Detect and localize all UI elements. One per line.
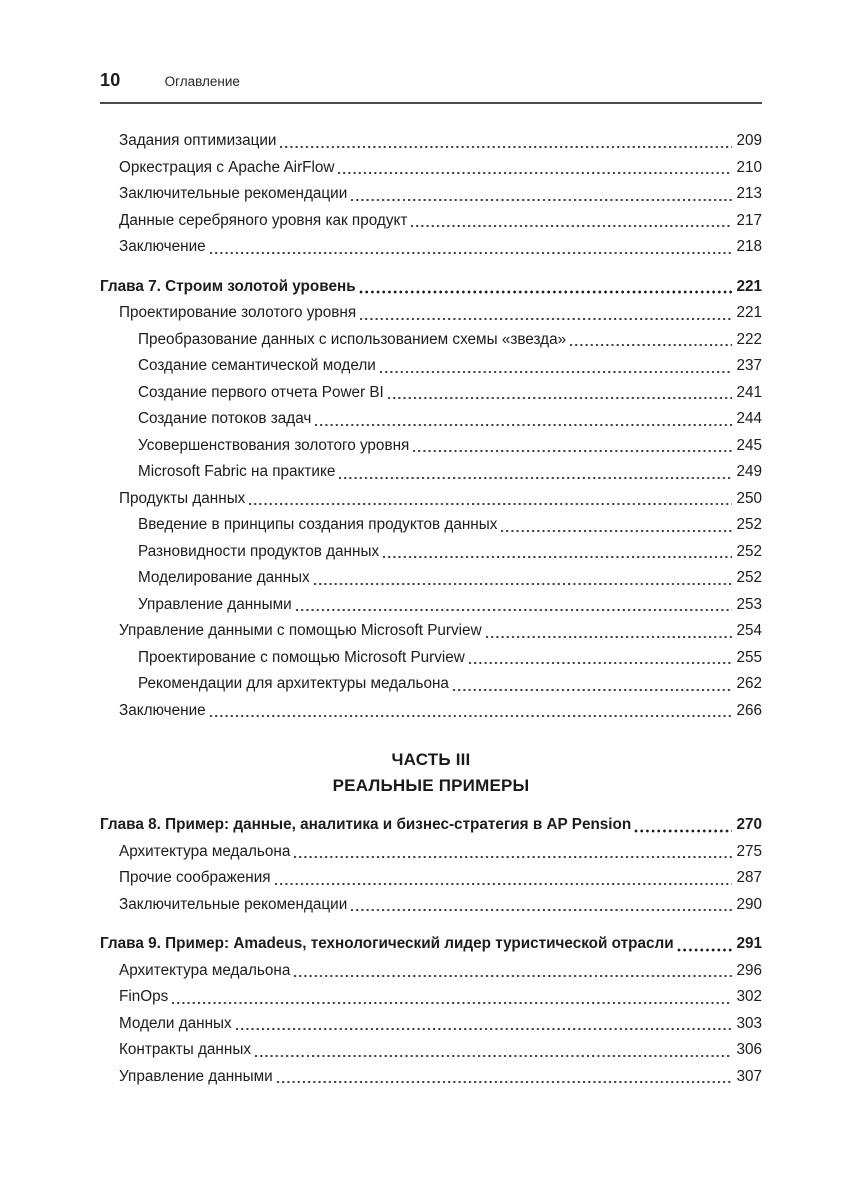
toc-entry-title: Введение в принципы создания продуктов данных [138,516,498,533]
toc-entry-page: 218 [736,238,762,255]
dot-leader [569,327,732,354]
part-heading-line: ЧАСТЬ III [391,750,471,769]
toc-entry [100,565,762,592]
toc-entry-page: 254 [736,622,762,639]
toc-entry-title: Продукты данных [119,489,246,507]
toc-entry-title: Данные серебряного уровня как продукт [119,211,408,229]
toc-entry-title: Управление данными с помощью Microsoft Purview [119,622,482,639]
toc-entry-title: Глава 7. Строим золотой уровень [100,277,356,295]
toc-entry [100,208,762,235]
toc-entry-title: Проектирование с помощью Microsoft Purview [138,648,465,666]
toc-entry [100,618,762,645]
toc-entry-title: Разновидности продуктов данных [138,542,380,560]
toc-entry [100,353,762,380]
toc-entry-title: Задания оптимизации [119,132,277,149]
toc-entry-page: 296 [736,961,762,979]
toc-chapter-entry [100,274,762,301]
toc-entry [100,865,762,892]
toc-entry [100,433,762,460]
toc-entry-title: Модели данных [119,1014,232,1032]
toc-entry-title: Архитектура медальона [119,961,291,979]
dot-leader [293,839,732,866]
toc-entry-page: 244 [736,410,762,427]
dot-leader [410,208,732,235]
toc-entry-page: 221 [736,304,762,321]
toc-entry-page: 221 [736,277,762,295]
toc-entry [100,300,762,327]
toc-entry [100,155,762,182]
toc-entry-page: 250 [736,489,762,507]
toc-entry [100,539,762,566]
dot-leader [235,1011,733,1038]
dot-leader [359,274,733,301]
toc-entry-title: Архитектура медальона [119,842,291,860]
toc-entry [100,698,762,725]
toc-entry-page: 252 [736,569,762,586]
toc-entry [100,128,762,155]
toc-entry [100,234,762,261]
toc-entry [100,1037,762,1064]
toc-entry-page: 307 [736,1067,762,1085]
toc-entry [100,839,762,866]
toc-entry-page: 253 [736,595,762,613]
dot-leader [485,618,733,645]
toc-entry [100,592,762,619]
dot-leader [359,300,732,327]
dot-leader [314,406,732,433]
dot-leader [379,353,733,380]
toc-entry [100,984,762,1011]
dot-leader [338,459,732,486]
toc-entry-page: 291 [736,935,762,952]
toc-entry-page: 222 [736,330,762,348]
dot-leader [295,592,733,619]
table-of-contents [100,128,762,1090]
dot-leader [412,433,732,460]
toc-entry-title: Оркестрация с Apache AirFlow [119,158,335,176]
dot-leader [254,1037,732,1064]
toc-entry-page: 270 [736,816,762,833]
page-number: 10 [100,70,121,90]
dot-leader [171,984,732,1011]
toc-entry-title: Управление данными [138,595,292,613]
page-header [100,70,762,104]
toc-entry-page: 252 [736,516,762,533]
running-title: Оглавление [164,74,240,89]
toc-entry-title: Заключение [119,238,206,255]
toc-entry [100,459,762,486]
dot-leader [209,698,733,725]
dot-leader [209,234,733,261]
toc-chapter-entry [100,931,762,958]
toc-entry [100,406,762,433]
dot-leader [452,671,733,698]
toc-entry [100,327,762,354]
toc-entry-page: 287 [736,869,762,886]
dot-leader [293,958,732,985]
dot-leader [350,892,732,919]
toc-entry-title: Преобразование данных с использованием схемы «звезда» [138,330,567,348]
toc-entry-page: 290 [736,895,762,913]
toc-entry-page: 249 [736,463,762,480]
toc-entry-title: Создание первого отчета Power BI [138,383,384,401]
toc-entry-title: Усовершенствования золотого уровня [138,436,410,454]
toc-entry-page: 266 [736,701,762,719]
toc-entry-title: Создание семантической модели [138,357,376,374]
dot-leader [387,380,733,407]
toc-entry-page: 306 [736,1041,762,1058]
toc-entry-title: Управление данными [119,1067,273,1085]
toc-entry-page: 213 [736,185,762,202]
toc-entry-page: 237 [736,357,762,374]
toc-entry-title: Рекомендации для архитектуры медальона [138,675,449,692]
toc-entry-page: 302 [736,988,762,1005]
toc-entry-title: Создание потоков задач [138,410,312,427]
dot-leader [500,512,732,539]
toc-entry-title: Заключительные рекомендации [119,185,348,202]
dot-leader [274,865,733,892]
toc-entry-title: FinOps [119,988,169,1005]
toc-entry-title: Моделирование данных [138,569,310,586]
toc-entry-page: 241 [736,383,762,401]
dot-leader [468,645,733,672]
toc-entry [100,1011,762,1038]
dot-leader [313,565,733,592]
toc-entry-page: 245 [736,436,762,454]
toc-entry [100,645,762,672]
toc-entry [100,486,762,513]
toc-entry [100,380,762,407]
dot-leader [248,486,732,513]
toc-entry [100,512,762,539]
dot-leader [677,931,733,958]
toc-entry-title: Проектирование золотого уровня [119,304,357,321]
dot-leader [350,181,732,208]
toc-entry-page: 275 [736,842,762,860]
toc-entry-page: 255 [736,648,762,666]
toc-entry-title: Заключительные рекомендации [119,895,348,913]
dot-leader [337,155,732,182]
toc-entry-title: Глава 8. Пример: данные, аналитика и бизнес-стратегия в AP Pension [100,816,632,833]
toc-entry [100,181,762,208]
toc-entry [100,1064,762,1091]
toc-entry-page: 210 [736,158,762,176]
dot-leader [382,539,732,566]
toc-entry-page: 217 [736,211,762,229]
toc-entry [100,958,762,985]
toc-entry-title: Microsoft Fabric на практике [138,463,336,480]
toc-entry-page: 209 [736,132,762,149]
toc-entry-title: Заключение [119,701,206,719]
toc-entry-title: Контракты данных [119,1041,251,1058]
dot-leader [276,1064,733,1091]
toc-chapter-entry [100,812,762,839]
toc-entry [100,671,762,698]
toc-entry-page: 262 [736,675,762,692]
part-heading-line: РЕАЛЬНЫЕ ПРИМЕРЫ [332,776,530,795]
toc-entry [100,892,762,919]
part-heading [100,747,762,799]
toc-entry-page: 252 [736,542,762,560]
dot-leader [634,812,732,839]
toc-entry-title: Глава 9. Пример: Amadeus, технологический лидер туристической отрасли [100,935,674,952]
toc-entry-page: 303 [736,1014,762,1032]
toc-entry-title: Прочие соображения [119,869,271,886]
dot-leader [279,128,732,155]
